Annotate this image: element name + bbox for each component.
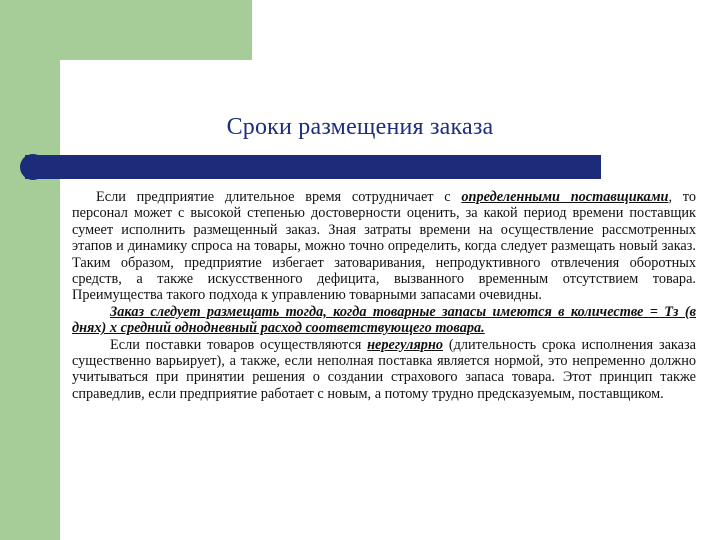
slide-body (72, 189, 696, 402)
decorative-green-strip (0, 0, 60, 540)
paragraph-1-text-c: , то персонал может с высокой степенью достоверности оценить, за какой период времени поставщик сумеет исполнить размещенный заказ. Зная затраты времени на осуществление рассмотренных этапов и динамику спроса на товары, можно точно определить, когда следует размещать новый заказ. Таким образом, предприятие избегает затоваривания, непродуктивного отвлечения оборотных средств, а также искусственного дефицита, вызванного временным отсутствием товара. Преимущества такого подхода к управлению товарными запасами очевидны. (72, 189, 696, 304)
title-underline-bar (25, 155, 601, 179)
emphasis-irregular: нерегулярно (367, 336, 444, 353)
slide-title: Сроки размещения заказа (226, 114, 494, 140)
paragraph-1-text-a: Если предприятие длительное время сотрудничает с (96, 189, 462, 205)
paragraph-3-text-c: (длительность срока исполнения заказа существенно варьирует), а также, если неполная поставка является нормой, это непременно должно учитываться при принятии решения о создании страхового запаса товара. Этот принцип также справедлив, если предприятие работает с новым, а потому трудно предсказуемым, поставщиком. (72, 336, 696, 402)
paragraph-1 (72, 189, 696, 304)
paragraph-3-text-a: Если поставки товаров осуществляются (110, 336, 368, 353)
order-rule-emphasis: Заказ следует размещать тогда, когда товарные запасы имеются в количестве = Тз (в днях) х средний однодневный расход соответствующего товара. (72, 303, 696, 337)
decorative-green-block (0, 0, 252, 60)
title-bullet-dot (20, 154, 46, 180)
emphasis-suppliers: определенными поставщиками (461, 189, 669, 205)
paragraph-2 (72, 304, 696, 337)
paragraph-3 (72, 337, 696, 403)
